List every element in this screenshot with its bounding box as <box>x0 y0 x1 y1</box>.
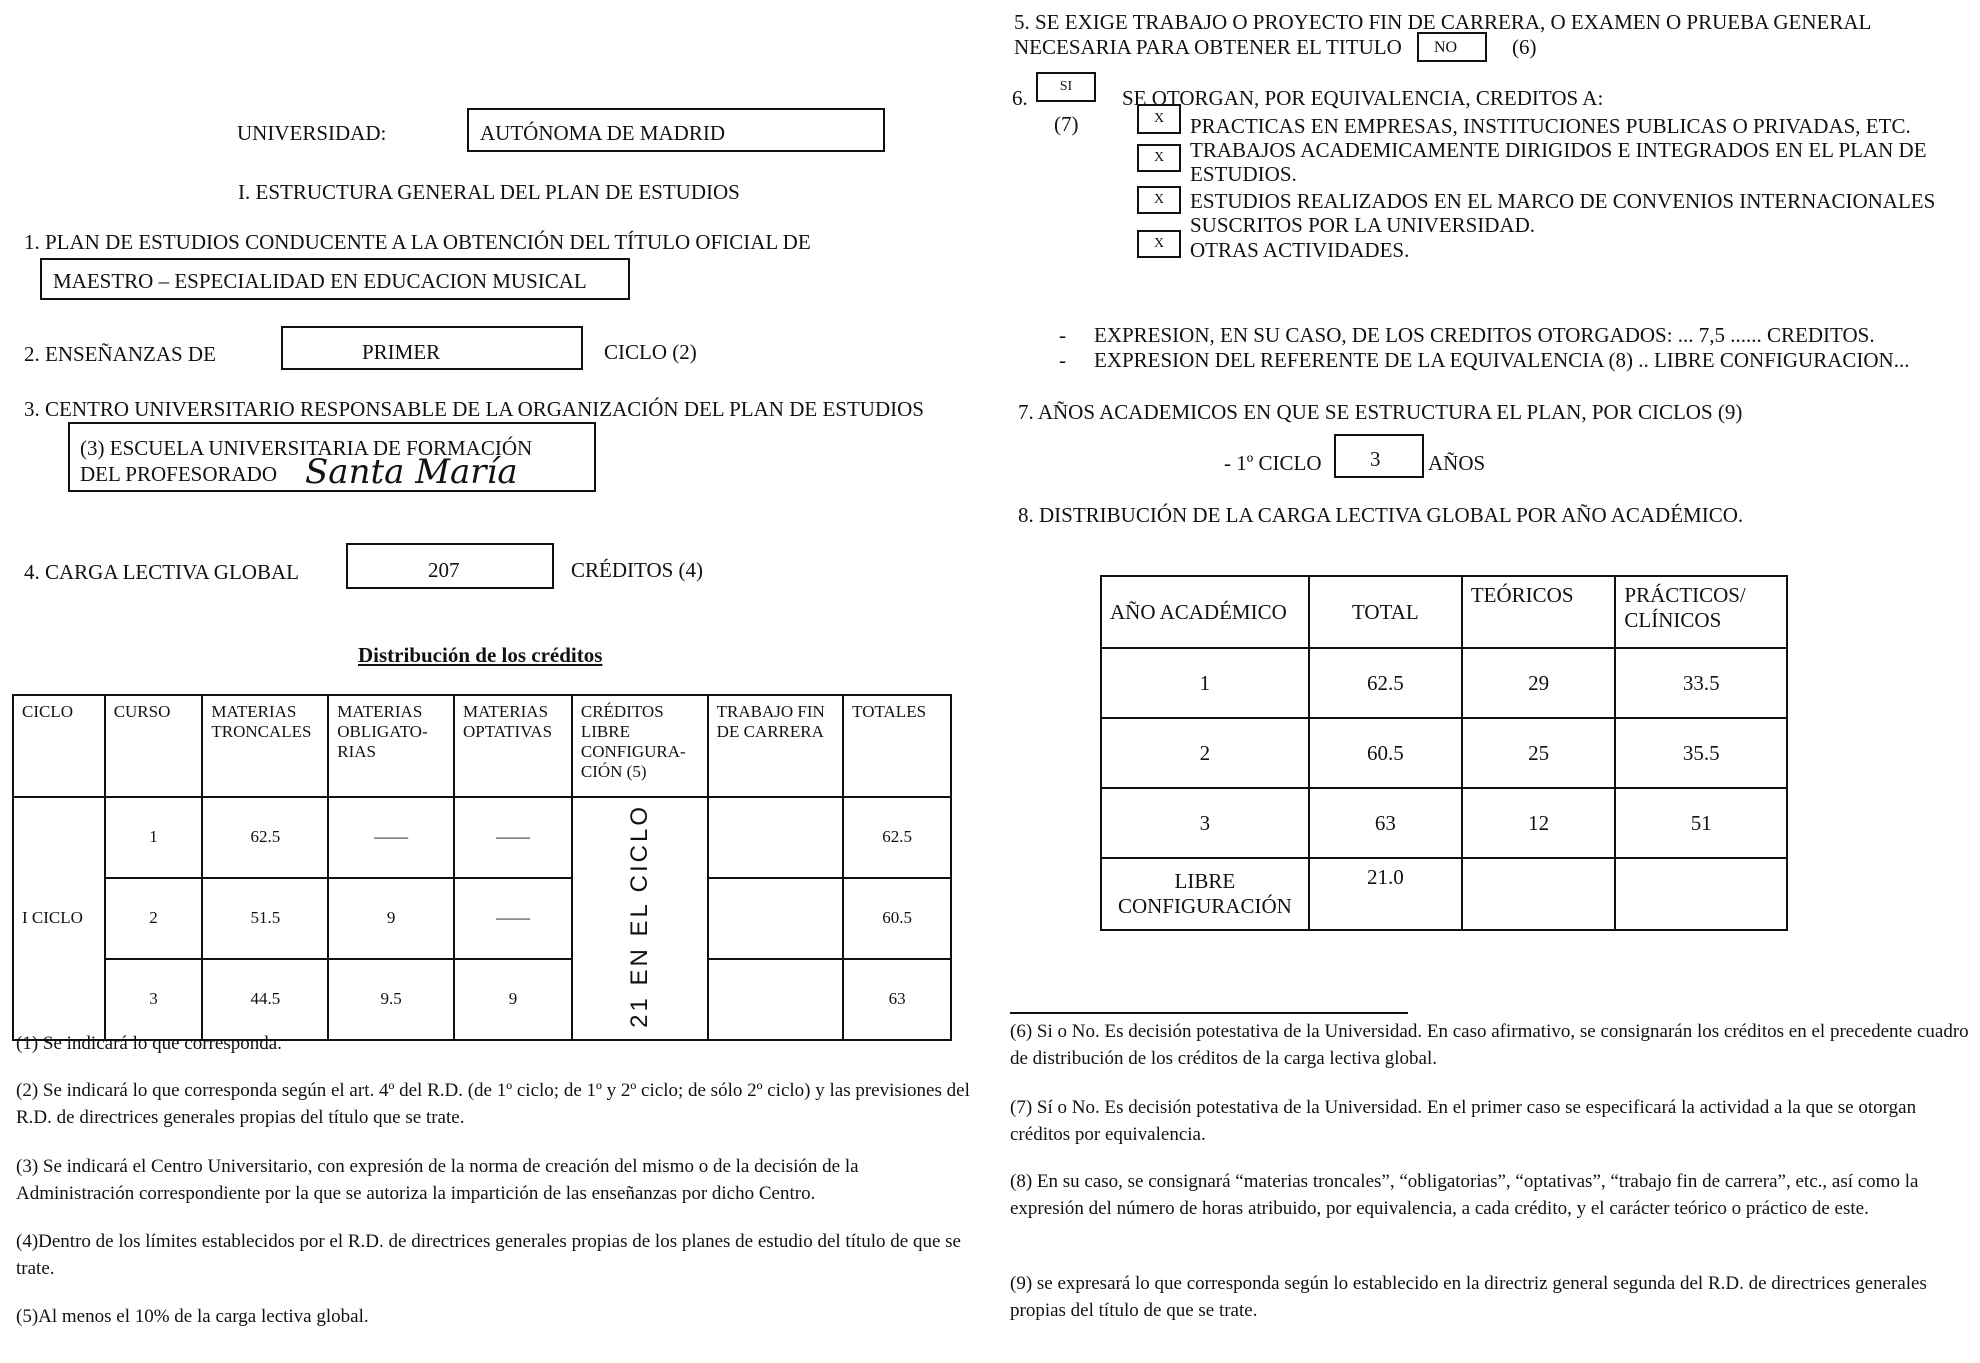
footnote-1: (1) Se indicará lo que corresponda. <box>16 1033 282 1054</box>
option2-text-cont: ESTUDIOS. <box>1190 162 1297 186</box>
item4-value: 207 <box>428 558 460 582</box>
col-libre-header: CRÉDITOS LIBRE CONFIGURA-CIÓN (5) <box>572 695 708 797</box>
total-cell: 21.0 <box>1309 858 1462 930</box>
dist-header-row <box>13 695 951 797</box>
libre-merged-cell <box>572 797 708 1040</box>
item6-note: (7) <box>1054 112 1079 136</box>
total-cell: 60.5 <box>1309 718 1462 788</box>
item4-suffix: CRÉDITOS (4) <box>571 558 704 582</box>
col-optativas-header: MATERIAS OPTATIVAS <box>454 695 572 797</box>
ciclo-cell: I CICLO <box>13 797 105 1040</box>
optativas-cell: —— <box>454 878 572 959</box>
year-cell: 3 <box>1101 788 1309 858</box>
trabajo-cell <box>708 797 843 878</box>
bullet2-dash: - <box>1059 348 1066 372</box>
item2-label: 2. ENSEÑANZAS DE <box>24 342 216 366</box>
practicos-cell: 33.5 <box>1615 648 1787 718</box>
practicos-cell: 35.5 <box>1615 718 1787 788</box>
dist-title: Distribución de los créditos <box>358 643 603 667</box>
curso-cell: 3 <box>105 959 203 1040</box>
item6-box: SI <box>1036 72 1096 102</box>
footnote-3: (3) Se indicará el Centro Universitario, con expresión de la norma de creación del mismo o de la decisión de la Administración correspondiente por la que se autoriza la impartición de las enseñanzas por dicho Centro. <box>16 1156 859 1204</box>
teoricos-cell: 25 <box>1462 718 1616 788</box>
footnote-4: (4)Dentro de los límites establecidos por el R.D. de directrices generales propias de los planes de estudio del título de que se trate. <box>16 1231 961 1279</box>
col-year-header: AÑO ACADÉMICO <box>1101 576 1309 648</box>
col-trabajo-header: TRABAJO FIN DE CARRERA <box>708 695 843 797</box>
item7-suffix: AÑOS <box>1428 451 1486 475</box>
item1-value: MAESTRO – ESPECIALIDAD EN EDUCACION MUSICAL <box>53 269 587 293</box>
item8-label: 8. DISTRIBUCIÓN DE LA CARGA LECTIVA GLOBAL POR AÑO ACADÉMICO. <box>1018 503 1744 527</box>
col-totales-header: TOTALES <box>843 695 951 797</box>
item5-line1: 5. SE EXIGE TRABAJO O PROYECTO FIN DE CARRERA, O EXAMEN O PRUEBA GENERAL <box>1014 10 1872 34</box>
col-total-header: TOTAL <box>1309 576 1462 648</box>
item2-suffix: CICLO (2) <box>604 340 697 364</box>
practicos-cell: 51 <box>1615 788 1787 858</box>
table-row <box>1101 788 1787 858</box>
bullet1-text: EXPRESION, EN SU CASO, DE LOS CREDITOS OTORGADOS: ... 7,5 ...... CREDITOS. <box>1094 323 1875 347</box>
col-curso-header: CURSO <box>105 695 203 797</box>
item2-value: PRIMER <box>362 340 441 364</box>
option4-text: OTRAS ACTIVIDADES. <box>1190 238 1410 262</box>
col-practicos-header: PRÁCTICOS/ CLÍNICOS <box>1615 576 1787 648</box>
table-row <box>1101 858 1787 930</box>
table-row <box>1101 648 1787 718</box>
item7-label: 7. AÑOS ACADEMICOS EN QUE SE ESTRUCTURA EL PLAN, POR CICLOS (9) <box>1018 400 1743 424</box>
item1-label: 1. PLAN DE ESTUDIOS CONDUCENTE A LA OBTENCIÓN DEL TÍTULO OFICIAL DE <box>24 230 811 254</box>
footnote-6: (6) Si o No. Es decisión potestativa de la Universidad. En caso afirmativo, se consignarán los créditos en el precedente cuadro de distribución de los créditos de la carga lectiva global. <box>1010 1021 1969 1069</box>
troncales-cell: 44.5 <box>202 959 328 1040</box>
col-troncales-header: MATERIAS TRONCALES <box>202 695 328 797</box>
item5-note: (6) <box>1512 35 1537 59</box>
practicos-cell <box>1615 858 1787 930</box>
option3-text-cont: SUSCRITOS POR LA UNIVERSIDAD. <box>1190 213 1536 237</box>
troncales-cell: 51.5 <box>202 878 328 959</box>
option3-checkbox: X <box>1137 186 1181 214</box>
item5-value: NO <box>1434 39 1458 56</box>
year-cell: LIBRE CONFIGURACIÓN <box>1101 858 1309 930</box>
table-row <box>13 878 951 959</box>
curso-cell: 2 <box>105 878 203 959</box>
teoricos-cell <box>1462 858 1616 930</box>
footnote-9: (9) se expresará lo que corresponda según lo establecido en la directriz general segunda del R.D. de directrices generales propias del título de que se trate. <box>1010 1273 1927 1321</box>
teoricos-cell: 29 <box>1462 648 1616 718</box>
option4-checkbox: X <box>1137 230 1181 258</box>
handwritten-signature: Santa María <box>305 452 518 492</box>
totales-cell: 60.5 <box>843 878 951 959</box>
table-row <box>13 797 951 878</box>
optativas-cell: 9 <box>454 959 572 1040</box>
section-title: I. ESTRUCTURA GENERAL DEL PLAN DE ESTUDIOS <box>238 180 740 204</box>
item7-ciclo: - 1º CICLO <box>1224 451 1322 475</box>
option1-checkbox: X <box>1137 104 1181 134</box>
option1-text: PRACTICAS EN EMPRESAS, INSTITUCIONES PUBLICAS O PRIVADAS, ETC. <box>1190 114 1911 138</box>
totales-cell: 62.5 <box>843 797 951 878</box>
universidad-value: AUTÓNOMA DE MADRID <box>480 121 725 145</box>
table-row <box>13 959 951 1040</box>
load-header-row <box>1101 576 1787 648</box>
obligatorias-cell: 9.5 <box>328 959 454 1040</box>
item3-line1: (3) ESCUELA UNIVERSITARIA DE FORMACIÓN <box>80 436 533 460</box>
trabajo-cell <box>708 878 843 959</box>
universidad-label: UNIVERSIDAD: <box>237 121 387 145</box>
optativas-cell: —— <box>454 797 572 878</box>
item4-label: 4. CARGA LECTIVA GLOBAL <box>24 560 299 584</box>
footnote-7: (7) Sí o No. Es decisión potestativa de la Universidad. En el primer caso se especificará la actividad a la que se otorgan créditos por equivalencia. <box>1010 1097 1917 1145</box>
teoricos-cell: 12 <box>1462 788 1616 858</box>
obligatorias-cell: 9 <box>328 878 454 959</box>
totales-cell: 63 <box>843 959 951 1040</box>
table-row <box>1101 718 1787 788</box>
item5-line2: NECESARIA PARA OBTENER EL TITULO <box>1014 35 1402 59</box>
obligatorias-cell: —— <box>328 797 454 878</box>
load-table <box>1100 575 1788 931</box>
item6-text: SE OTORGAN, POR EQUIVALENCIA, CREDITOS A: <box>1122 86 1604 110</box>
col-teoricos-header: TEÓRICOS <box>1462 576 1616 648</box>
libre-vertical-text: 21 EN EL CICLO <box>625 804 653 1028</box>
item3-line2: DEL PROFESORADO <box>80 462 277 486</box>
year-cell: 2 <box>1101 718 1309 788</box>
col-ciclo-header: CICLO <box>13 695 105 797</box>
total-cell: 63 <box>1309 788 1462 858</box>
item7-value: 3 <box>1370 447 1381 471</box>
footnote-5: (5)Al menos el 10% de la carga lectiva global. <box>16 1306 369 1327</box>
option2-checkbox: X <box>1137 144 1181 172</box>
footnote-divider <box>1010 1012 1408 1014</box>
col-obligatorias-header: MATERIAS OBLIGATO-RIAS <box>328 695 454 797</box>
option3-text: ESTUDIOS REALIZADOS EN EL MARCO DE CONVENIOS INTERNACIONALES <box>1190 189 1936 213</box>
distribution-table <box>12 694 952 1041</box>
bullet1-dash: - <box>1059 323 1066 347</box>
footnote-2: (2) Se indicará lo que corresponda según el art. 4º del R.D. (de 1º ciclo; de 1º y 2º ciclo; de sólo 2º ciclo) y las previsiones del R.D. de directrices generales propias del título que se trate. <box>16 1080 970 1128</box>
bullet2-text: EXPRESION DEL REFERENTE DE LA EQUIVALENCIA (8) .. LIBRE CONFIGURACION... <box>1094 348 1910 372</box>
year-cell: 1 <box>1101 648 1309 718</box>
footnote-8: (8) En su caso, se consignará “materias troncales”, “obligatorias”, “optativas”, “trabajo fin de carrera”, etc., así como la expresión del número de horas atribuido, por equivalencia, a cada crédito, y el carácter teórico o práctico de este. <box>1010 1171 1919 1219</box>
total-cell: 62.5 <box>1309 648 1462 718</box>
item3-label: 3. CENTRO UNIVERSITARIO RESPONSABLE DE LA ORGANIZACIÓN DEL PLAN DE ESTUDIOS <box>24 397 924 421</box>
item6-number: 6. <box>1012 86 1028 110</box>
trabajo-cell <box>708 959 843 1040</box>
curso-cell: 1 <box>105 797 203 878</box>
troncales-cell: 62.5 <box>202 797 328 878</box>
option2-text: TRABAJOS ACADEMICAMENTE DIRIGIDOS E INTEGRADOS EN EL PLAN DE <box>1190 138 1927 162</box>
